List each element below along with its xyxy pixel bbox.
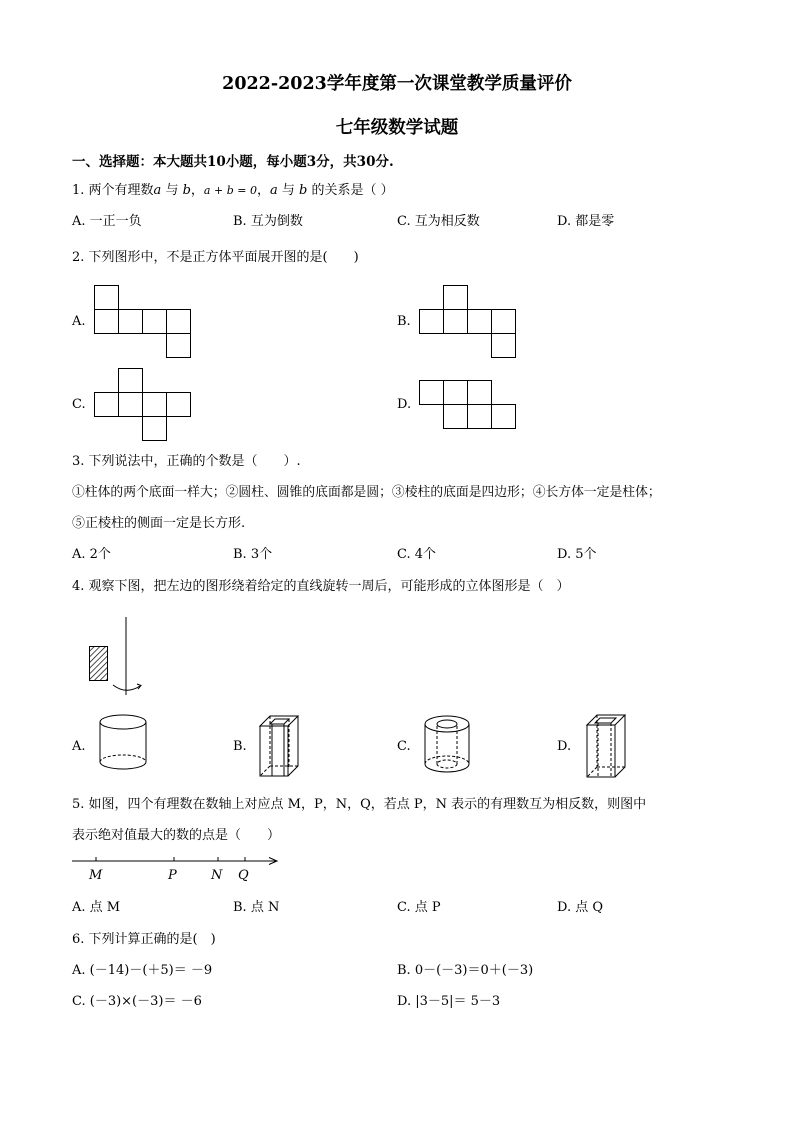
- q5-option-a: A. 点 M: [72, 900, 121, 915]
- question-2-stem: 2. 下列图形中，不是正方体平面展开图的是( ): [72, 250, 359, 265]
- q1-var-b: b: [182, 183, 191, 198]
- q4-solid-prism-with-hole: [583, 713, 633, 779]
- q1-option-a: A. 一正一负: [72, 214, 142, 229]
- q2-net-b: [419, 285, 519, 360]
- q6-option-d: D. |3－5|＝ 5－3: [397, 994, 501, 1009]
- q3-statements-line1: ①柱体的两个底面一样大；②圆柱、圆锥的底面都是圆；③棱柱的底面是四边形；④长方体一定是柱体；: [72, 485, 661, 500]
- q4-label-a: A.: [72, 739, 86, 754]
- q1-text: 与: [277, 183, 299, 198]
- q4-rotation-figure: [80, 615, 150, 697]
- q1-text: 与: [161, 183, 183, 198]
- q4-solid-cylinder: [98, 712, 154, 774]
- q2-net-d: [419, 380, 519, 432]
- q3-statements-line2: ⑤正棱柱的侧面一定是长方形.: [72, 516, 246, 531]
- q1-option-c: C. 互为相反数: [397, 214, 480, 229]
- q5-axis-label-q: Q: [238, 868, 249, 883]
- q3-option-b: B. 3个: [233, 547, 273, 562]
- q1-option-b: B. 互为倒数: [233, 214, 303, 229]
- q1-text: 1. 两个有理数: [72, 183, 154, 198]
- q2-label-b: B.: [397, 314, 411, 329]
- q5-axis-label-p: P: [168, 868, 177, 883]
- q4-solid-hollow-cylinder: [422, 712, 476, 776]
- q2-label-d: D.: [397, 397, 412, 412]
- q6-option-b: B. 0－(－3)＝0＋(－3): [397, 963, 534, 978]
- q5-option-c: C. 点 P: [397, 900, 441, 915]
- q2-net-a: [94, 285, 194, 360]
- q6-option-a: A. (－14)－(＋5)＝ －9: [72, 963, 213, 978]
- q4-label-c: C.: [397, 739, 411, 754]
- q4-label-b: B.: [233, 739, 247, 754]
- q1-var-a: a: [153, 183, 162, 198]
- q2-net-c: [94, 368, 194, 443]
- q3-option-c: C. 4个: [397, 547, 437, 562]
- q1-equation: a + b = 0: [203, 184, 257, 197]
- question-1-stem: [72, 182, 394, 200]
- section-heading: 一、选择题：本大题共10小题，每小题3分，共30分.: [72, 154, 394, 170]
- q1-var-a: a: [269, 183, 278, 198]
- q1-text: 的关系是（ ）: [307, 183, 394, 198]
- q3-option-d: D. 5个: [557, 547, 597, 562]
- question-5-stem-line2: 表示绝对值最大的数的点是（ ）: [72, 828, 281, 843]
- q4-label-d: D.: [557, 739, 572, 754]
- question-3-stem: 3. 下列说法中，正确的个数是（ ）.: [72, 454, 301, 469]
- q5-axis-label-m: M: [89, 868, 103, 883]
- q1-var-b: b: [299, 183, 308, 198]
- question-6-stem: 6. 下列计算正确的是( ): [72, 932, 216, 947]
- document-subtitle: 七年级数学试题: [335, 118, 459, 138]
- question-4-stem: 4. 观察下图，把左边的图形绕着给定的直线旋转一周后，可能形成的立体图形是（ ）: [72, 579, 570, 594]
- q2-label-a: A.: [72, 314, 86, 329]
- q5-option-b: B. 点 N: [233, 900, 280, 915]
- q5-number-line: [72, 855, 282, 867]
- q1-text: ，: [190, 183, 204, 198]
- q4-solid-prism-with-slot: [256, 714, 306, 778]
- q1-option-d: D. 都是零: [557, 214, 615, 229]
- q5-axis-label-n: N: [211, 868, 223, 883]
- q5-option-d: D. 点 Q: [557, 900, 604, 915]
- q1-text: ，: [256, 183, 270, 198]
- q6-option-c: C. (－3)×(－3)＝ －6: [72, 994, 202, 1009]
- q2-label-c: C.: [72, 397, 86, 412]
- document-title: 2022-2023学年度第一次课堂教学质量评价: [222, 74, 572, 94]
- question-5-stem-line1: 5. 如图，四个有理数在数轴上对应点 M，P，N，Q，若点 P，N 表示的有理数互为相反数，则图中: [72, 797, 647, 812]
- q3-option-a: A. 2个: [72, 547, 111, 562]
